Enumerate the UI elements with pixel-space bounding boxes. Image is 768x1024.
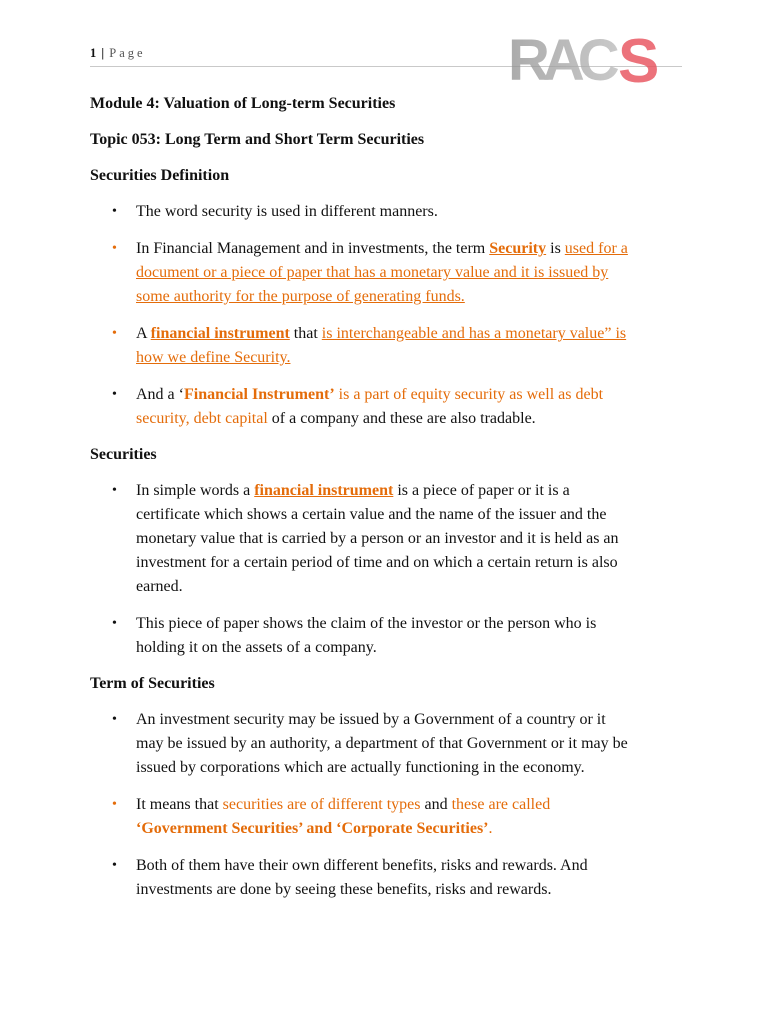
securities-bullets [90,479,690,660]
list-item: • In simple words a financial instrument is a piece of paper or it is a certificate which shows a certain value and the name of the issuer and the monetary value that is carried by a person or an investor and it is held as an investment for a certain period of time and on which a certain return is also earned. [90,479,690,599]
module-title: Module 4: Valuation of Long-term Securities [90,95,396,112]
section-heading-definition: Securities Definition [90,167,230,184]
list-item: • This piece of paper shows the claim of the investor or the person who is holding it on the assets of a company. [90,612,690,660]
bullet-icon: • [112,241,117,256]
svg-text:S: S [618,28,660,88]
bullet-icon: • [112,204,117,219]
list-item: • The word security is used in different manners. [90,200,690,224]
bullet-icon: • [112,858,117,873]
bullet-icon: • [112,712,117,727]
financial-instrument-term: financial instrument [254,482,394,499]
bullet-icon: • [112,387,117,402]
svg-text:RAC: RAC [508,28,613,88]
topic-title: Topic 053: Long Term and Short Term Securities [90,131,425,148]
security-term: Security [489,240,547,257]
definition-bullets [90,200,690,431]
list-item: • An investment security may be issued by a Government of a country or it may be issued by an authority, a department of that Government or it may be issued by corporations which are actually functioning in the economy. [90,708,690,780]
securities-types-term: ‘Government Securities’ and ‘Corporate Securities’ [136,820,489,837]
term-bullets [90,708,690,902]
bullet-icon: • [112,797,117,812]
list-item: • In Financial Management and in investments, the term Security is used for a document or a piece of paper that has a monetary value and it is issued by some authority for the purpose of generating funds. [90,237,690,309]
bullet-icon: • [112,483,117,498]
racs-logo [506,28,682,88]
section-heading-term: Term of Securities [90,675,215,692]
list-item: • It means that securities are of different types and these are called ‘Government Securities’ and ‘Corporate Securities’. [90,793,690,841]
page-number-label: 1 | Page [90,46,146,60]
bullet-icon: • [112,616,117,631]
list-item: • Both of them have their own different benefits, risks and rewards. And investments are done by seeing these benefits, risks and rewards. [90,854,690,902]
financial-instrument-term: Financial Instrument’ [183,386,335,403]
financial-instrument-term: financial instrument [150,325,290,342]
list-item: • A financial instrument that is interchangeable and has a monetary value” is how we define Security. [90,322,690,370]
bullet-icon: • [112,326,117,341]
section-heading-securities: Securities [90,446,157,463]
list-item: • And a ‘Financial Instrument’ is a part of equity security as well as debt security, debt capital of a company and these are also tradable. [90,383,690,431]
document-body [90,92,690,914]
